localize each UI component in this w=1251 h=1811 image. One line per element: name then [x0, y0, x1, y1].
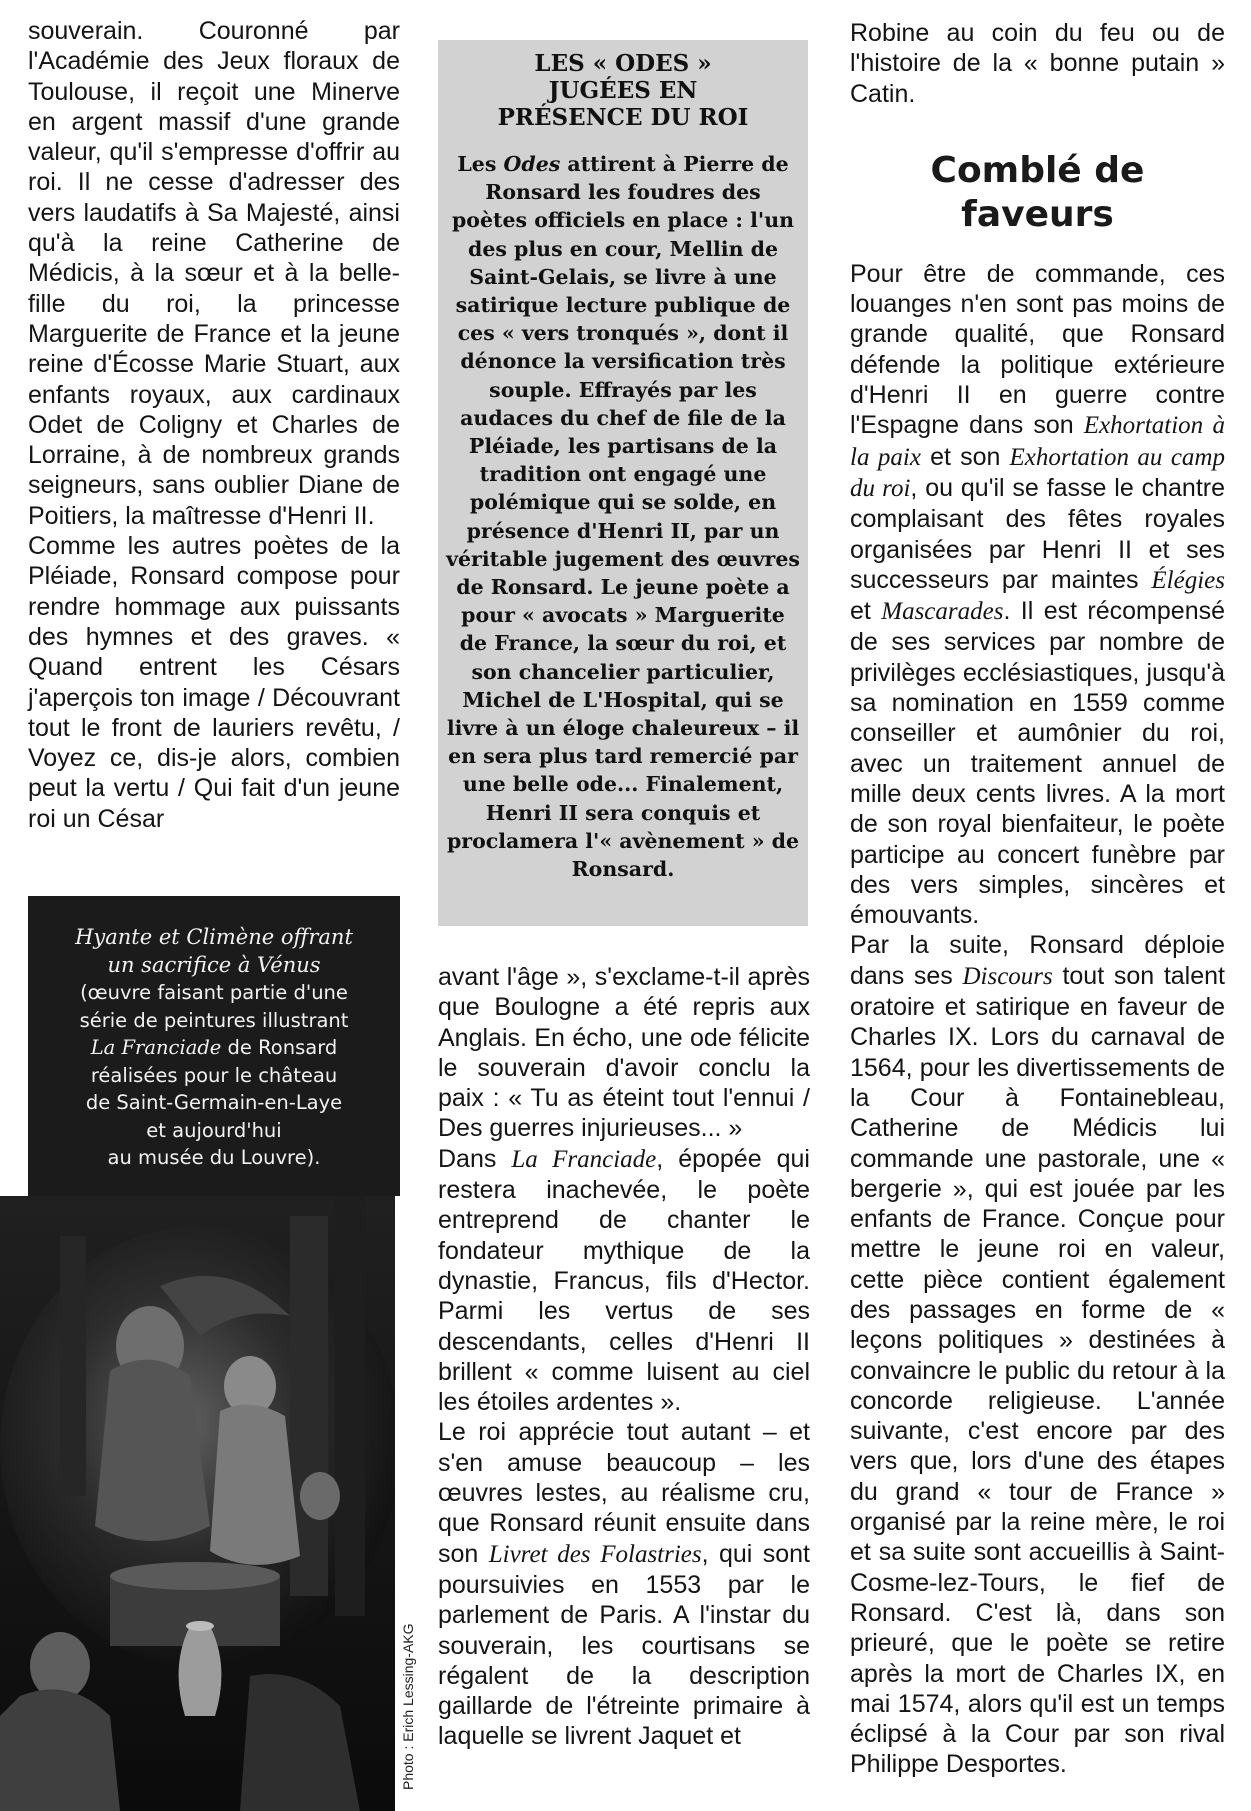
sidebar-title-line: PRÉSENCE DU ROI [497, 104, 749, 131]
left-paragraph-2: Comme les autres poètes de la Pléiade, Ronsard compose pour rendre hommage aux puissants des hymnes et des graves. « Quand entrent les Césars j'aperçois ton image / Découvrant tout le front de lauriers revêtu, / Voyez ce, dis-je alors, combien peut la vertu / Qui fait d'un jeune roi un César [28, 532, 400, 833]
work-title: Livret des Folastries [488, 1540, 702, 1568]
caption-line: réalisées pour le château [90, 1063, 338, 1087]
sidebar-box [438, 40, 808, 926]
work-title: Exhortation à la paix [850, 412, 1225, 471]
middle-paragraph-3 [438, 1417, 810, 1751]
sidebar-body [446, 150, 800, 883]
painting-illustration [0, 1196, 395, 1811]
left-column [28, 16, 400, 834]
text-run: , qui sont poursuivies en 1553 par le parlement de Paris. A l'instar du souverain, les courtisans se régalent de la description gaillarde de l'étreinte primaire à laquelle se livrent Jaquet et [438, 1539, 810, 1751]
work-title: La Franciade [511, 1145, 657, 1173]
right-intro: Robine au coin du feu ou de l'histoire de la « bonne putain » Catin. [850, 19, 1225, 108]
caption-work-title: La Franciade [90, 1036, 222, 1059]
caption-line: et aujourd'hui [146, 1118, 282, 1142]
middle-paragraph-1: avant l'âge », s'exclame-t-il après que Boulogne a été repris aux Anglais. En écho, une ode félicite le souverain d'avoir conclu la paix : « Tu as éteint tout l'ennui / Des guerres injurieuses... » [438, 963, 810, 1143]
sidebar-text: attirent à Pierre de Ronsard les foudres des poètes officiels en place : l'un des plus en cour, Mellin de Saint-Gelais, se livre à une satirique lecture publique de ces « vers tronqués », dont il dénonce la versification très souple. Effrayés par les audaces du chef de file de la Pléiade, les partisans de la tradition ont engagé une polémique qui se solde, en présence d'Henri II, par un véritable jugement des œuvres de Ronsard. Le jeune poète a pour « avocats » Marguerite de France, la sœur du roi, et son chancelier particulier, Michel de L'Hospital, qui se livre à un éloge chaleureux – il en sera plus tard remercié par une belle ode... Finalement, Henri II sera conquis et proclamera l'« avènement » de Ronsard. [446, 152, 800, 882]
photo-credit: Photo : Erich Lessing-AKG [400, 1623, 416, 1790]
caption-line: au musée du Louvre). [107, 1146, 321, 1169]
work-title: Discours [962, 962, 1053, 990]
work-title: Élégies [1151, 566, 1225, 594]
middle-column [438, 962, 810, 1752]
text-run: , ou qu'il se fasse le chantre complaisant des fêtes royales organisées par Henri II et ses successeurs par maintes [850, 473, 1226, 594]
sidebar-title-line: JUGÉES EN [548, 77, 698, 104]
left-paragraph-1: souverain. Couronné par l'Académie des Jeux floraux de Toulouse, il reçoit une Minerve en argent massif d'une grande valeur, qu'il s'empresse d'offrir au roi. Il ne cesse d'adresser des vers laudatifs à Sa Majesté, ainsi qu'à la reine Catherine de Médicis, à la sœur et à la belle-fille du roi, la princesse Marguerite de France et la jeune reine d'Écosse Marie Stuart, aux enfants royaux, aux cardinaux Odet de Coligny et Charles de Lorraine, à de nombreux grands seigneurs, sans oublier Diane de Poitiers, la maîtresse d'Henri II. [28, 17, 400, 530]
text-run: Dans [438, 1144, 512, 1173]
text-run: et son [920, 442, 1010, 471]
caption-title-line-2: un sacrifice à Vénus [107, 952, 321, 977]
work-title: Mascarades [881, 598, 1004, 626]
text-run: et [850, 597, 882, 626]
text-run: tout son talent oratoire et satirique en faveur de Charles IX. Lors du carnaval de 1564, pour les divertissements de la Cour à Fontainebleau, Catherine de Médicis lui commande une pastorale, une « bergerie », qui est jouée par les enfants de France. Conçue pour mettre le jeune roi en valeur, cette pièce contient également des passages en forme de « leçons politiques » destinées à convaincre le public du retour à la concorde religieuse. L'année suivante, c'est encore par des vers que, lors d'une des étapes du grand « tour de France » organisé par la reine mère, le roi et sa suite sont accueillis à Saint-Cosme-lez-Tours, le fief de Ronsard. C'est là, dans son prieuré, que le poète se retire après la mort de Charles IX, en mai 1574, alors qu'il est un temps éclipsé à la Cour par son rival Philippe Desportes. [850, 961, 1225, 1779]
middle-paragraph-2 [438, 1144, 810, 1418]
figure-caption [28, 896, 400, 1196]
text-run: Par la suite, Ronsard déploie dans ses [850, 931, 1225, 990]
right-paragraph-2 [850, 930, 1225, 1779]
sidebar-title [438, 50, 808, 131]
sidebar-work-title: Odes [503, 152, 561, 176]
caption-line: série de peintures illustrant [79, 1008, 349, 1032]
caption-title-line-1: Hyante et Climène offrant [75, 925, 353, 949]
caption-line: de Saint-Germain-en-Laye [85, 1091, 343, 1114]
text-run: Le roi apprécie tout autant – et s'en amuse beaucoup – les œuvres lestes, au réalisme cru, que Ronsard réunit ensuite dans son [438, 1418, 810, 1568]
work-title: Exhortation au camp du roi [850, 443, 1225, 502]
caption-line [28, 1034, 400, 1062]
text-run: . Il est récompensé de ses services par nombre de privilèges ecclésiastiques, jusqu'à sa nomination en 1559 comme conseiller et aumônier du roi, avec un traitement annuel de mille deux cents livres. A la mort de son royal bienfaiteur, le poète participe au concert funèbre par des vers simples, sincères et émouvants. [850, 597, 1225, 930]
caption-line-rest: de Ronsard [221, 1036, 338, 1059]
sidebar-title-line: LES « ODES » [534, 50, 712, 77]
text-run: Pour être de commande, ces louanges n'en sont pas moins de grande qualité, que Ronsard défende la politique extérieure d'Henri II en guerre contre l'Espagne dans son [850, 259, 1225, 440]
right-column [850, 18, 1225, 1780]
sidebar-text: Les [457, 152, 504, 176]
caption-line: (œuvre faisant partie d'une [80, 981, 348, 1004]
painting-image [0, 1196, 395, 1811]
text-run: , épopée qui restera inachevée, le poète entreprend de chanter le fondateur mythique de la dynastie, Francus, fils d'Hector. Parmi les vertus de ses descendants, celles d'Henri II brillent « comme luisent au ciel les étoiles ardentes ». [438, 1144, 810, 1417]
right-paragraph-1 [850, 259, 1225, 931]
section-heading: Comblé de faveurs [930, 149, 1145, 235]
